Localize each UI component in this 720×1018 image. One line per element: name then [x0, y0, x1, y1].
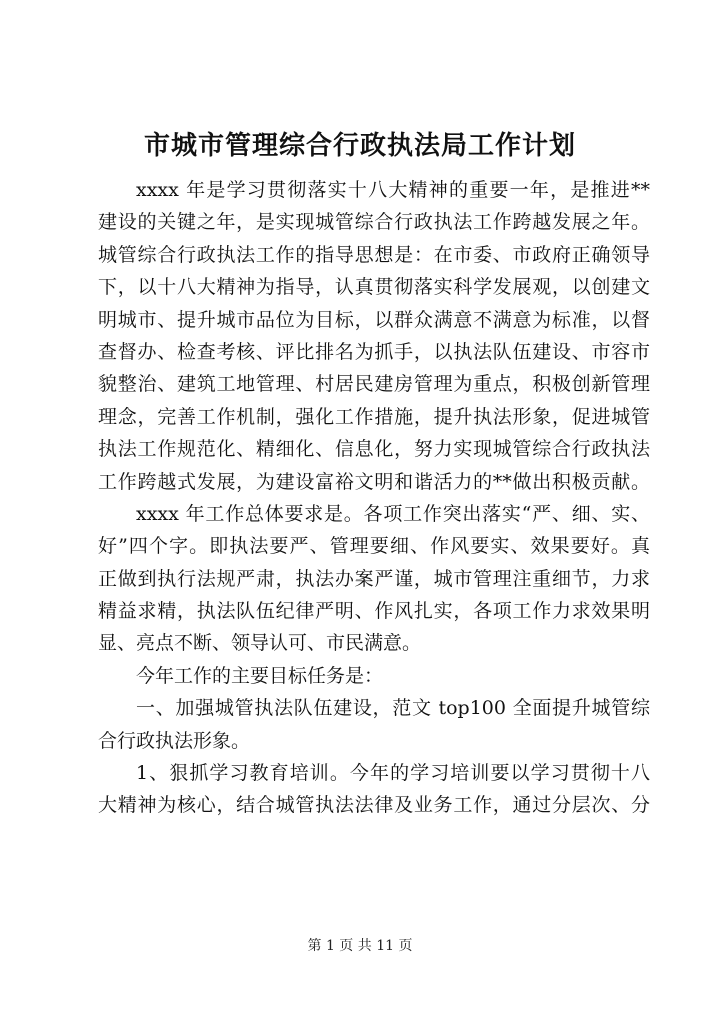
- body-line: 貌整治、建筑工地管理、村居民建房管理为重点，积极创新管理: [98, 373, 650, 396]
- body-line: 1、狠抓学习教育培训。今年的学习培训要以学习贯彻十八: [136, 762, 650, 785]
- body-line: 一、加强城管执法队伍建设，范文 top100 全面提升城管综: [136, 697, 650, 720]
- body-line: 大精神为核心，结合城管执法法律及业务工作，通过分层次、分: [98, 794, 650, 817]
- body-line: 城管综合行政执法工作的指导思想是：在市委、市政府正确领导: [98, 243, 650, 266]
- document-title: 市城市管理综合行政执法局工作计划: [143, 131, 576, 161]
- body-line: 显、亮点不断、领导认可、市民满意。: [98, 632, 422, 655]
- body-line: 理念，完善工作机制，强化工作措施，提升执法形象，促进城管: [98, 405, 650, 428]
- body-line: 正做到执行法规严肃，执法办案严谨，城市管理注重细节，力求: [98, 567, 650, 590]
- body-line: 好”四个字。即执法要严、管理要细、作风要实、效果要好。真: [98, 535, 650, 558]
- body-line: xxxx 年是学习贯彻落实十八大精神的重要一年，是推进**: [136, 179, 650, 201]
- body-line: 执法工作规范化、精细化、信息化，努力实现城管综合行政执法: [98, 438, 650, 461]
- body-line: 建设的关键之年，是实现城管综合行政执法工作跨越发展之年。: [98, 211, 650, 234]
- body-line: 今年工作的主要目标任务是：: [136, 664, 384, 687]
- body-line: 下，以十八大精神为指导，认真贯彻落实科学发展观，以创建文: [98, 276, 650, 299]
- body-line: 工作跨越式发展，为建设富裕文明和谐活力的**做出积极贡献。: [98, 470, 650, 493]
- document-body: [98, 174, 650, 822]
- body-line: 精益求精，执法队伍纪律严明、作风扎实，各项工作力求效果明: [98, 600, 650, 623]
- body-line: 合行政执法形象。: [98, 729, 251, 752]
- page-footer: 第 1 页 共 11 页: [307, 938, 413, 954]
- body-line: xxxx 年工作总体要求是。各项工作突出落实“严、细、实、: [136, 502, 650, 525]
- body-line: 查督办、检查考核、评比排名为抓手，以执法队伍建设、市容市: [98, 340, 650, 363]
- body-line: 明城市、提升城市品位为目标，以群众满意不满意为标准，以督: [98, 308, 650, 331]
